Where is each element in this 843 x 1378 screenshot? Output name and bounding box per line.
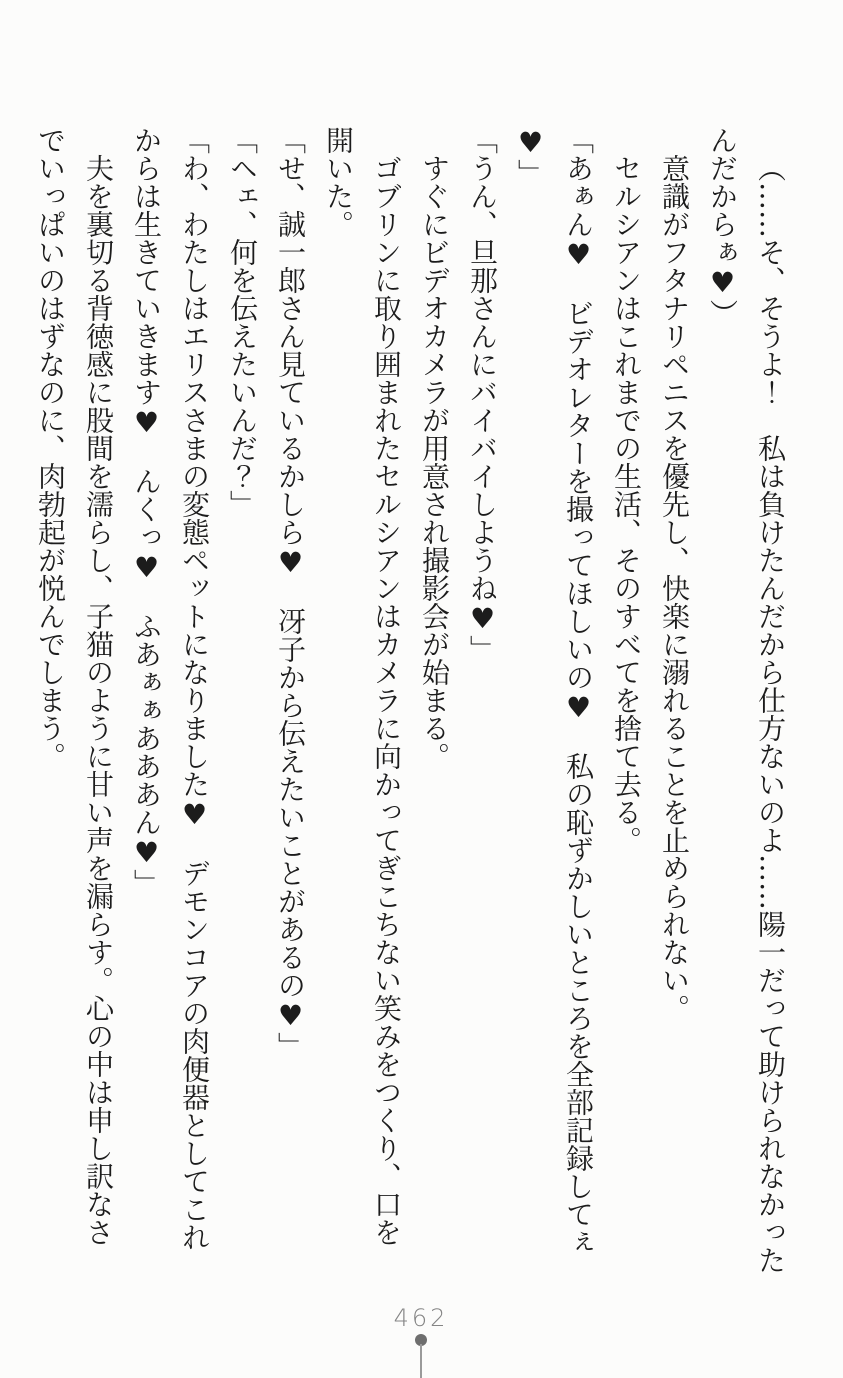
text-column: ゴブリンに取り囲まれたセルシアンはカメラに向かってぎこちない笑みをつくり、口を xyxy=(370,154,403,1246)
text-column: 夫を裏切る背徳感に股間を濡らし、子猫のように甘い声を漏らす。心の中は申し訳なさ xyxy=(82,154,115,1246)
text-column: 「せ、誠一郎さん見ているかしら♥ 冴子から伝えたいことがあるの♥」 xyxy=(274,126,307,1060)
text-column: 「わ、わたしはエリスさまの変態ペットになりました♥ デモンコアの肉便器としてこれ xyxy=(178,126,211,1251)
text-column: すぐにビデオカメラが用意され撮影会が始まる。 xyxy=(418,154,451,770)
text-column: んだからぁ♥） xyxy=(706,126,739,327)
text-column: 「うん、旦那さんにバイバイしようね♥」 xyxy=(466,126,499,663)
text-column: セルシアンはこれまでの生活、そのすべてを捨て去る。 xyxy=(610,154,643,854)
text-column: 開いた。 xyxy=(322,126,355,238)
page-number: 462 xyxy=(393,1304,449,1332)
page-footer xyxy=(0,1300,843,1378)
ornament-stem xyxy=(420,1344,422,1378)
text-column: 「あぁん♥ ビデオレターを撮ってほしいの♥ 私の恥ずかしいところを全部記録してぇ xyxy=(562,126,595,1256)
text-column: 意識がフタナリペニスを優先し、快楽に溺れることを止められない。 xyxy=(658,154,691,1022)
text-column: でいっぱいのはずなのに、肉勃起が悦んでしまう。 xyxy=(34,126,67,770)
text-column: ♥」 xyxy=(514,126,547,187)
text-columns xyxy=(26,126,794,1290)
text-column: からは生きていきます♥ んくっ♥ ふあぁぁあああん♥」 xyxy=(130,126,163,897)
text-column: 「ヘェ、何を伝えたいんだ？」 xyxy=(226,126,259,518)
text-column: （……そ、そうよ！ 私は負けたんだから仕方ないのよ……陽一だって助けられなかった xyxy=(754,154,787,1274)
